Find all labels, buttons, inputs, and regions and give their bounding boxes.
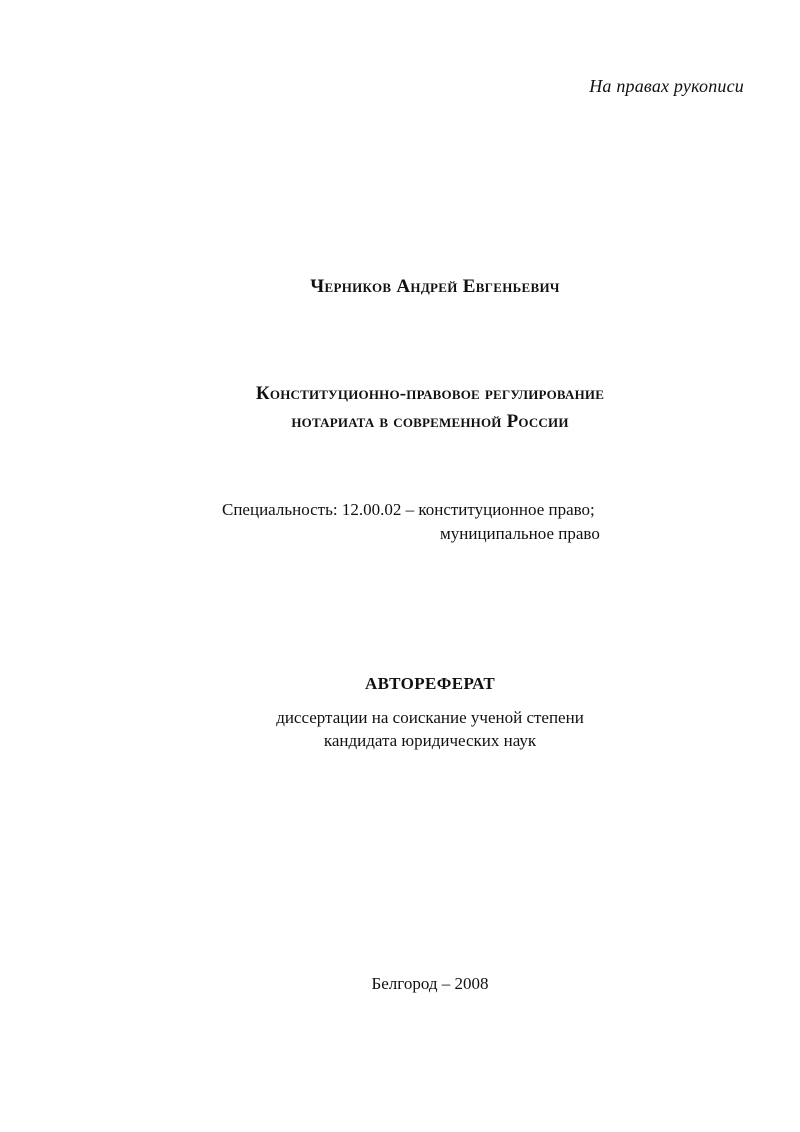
place-year: Белгород – 2008 [371,974,489,993]
title-line-1: Конституционно-правовое регулирование [255,383,605,404]
degree-line-1: диссертации на соискание ученой степени [276,708,584,727]
degree-line-2: кандидата юридических наук [323,731,537,750]
specialty-block [222,498,600,546]
author-name: Черников Андрей Евгеньевич [310,276,560,297]
specialty-line-1: Специальность: 12.00.02 – конституционное право; [222,500,595,519]
abstract-label: АВТОРЕФЕРАТ [364,674,496,693]
degree-description [0,706,800,752]
title-line-2: нотариата в современной России [291,411,569,432]
specialty-line-2: муниципальное право [440,524,600,543]
manuscript-note: На правах рукописи [589,76,744,96]
dissertation-title [0,380,800,436]
